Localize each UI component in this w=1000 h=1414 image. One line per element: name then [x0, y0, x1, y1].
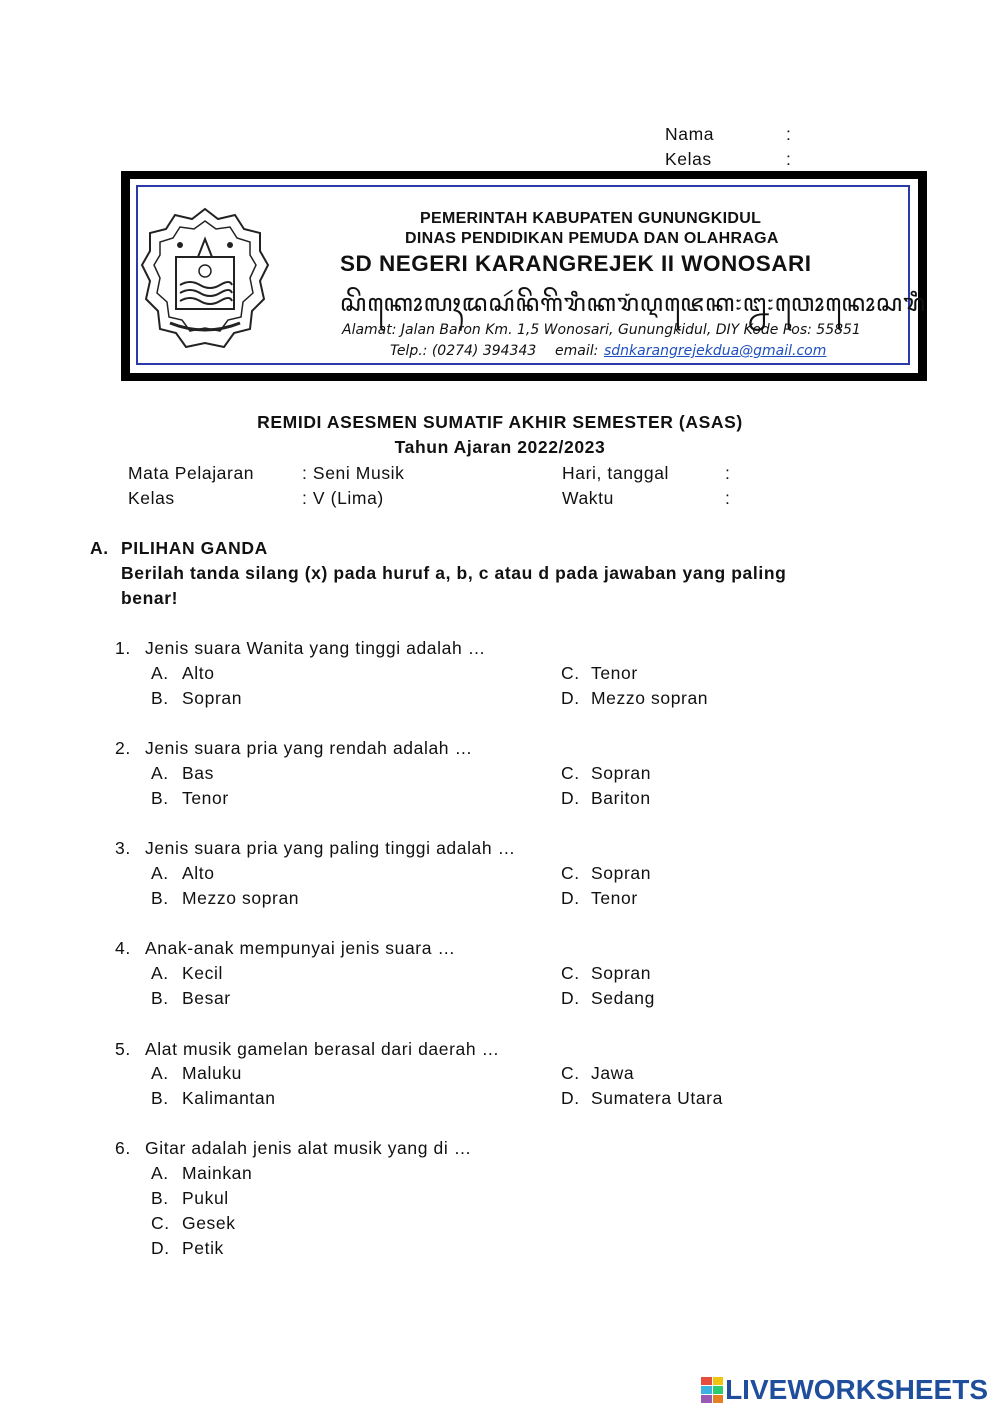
option-text[interactable]: Alto	[182, 663, 215, 683]
letterhead-line1: PEMERINTAH KABUPATEN GUNUNGKIDUL	[420, 210, 762, 227]
nama-colon: :	[786, 124, 792, 144]
option-letter[interactable]: D.	[561, 988, 580, 1008]
option-letter[interactable]: C.	[561, 763, 580, 783]
option-letter[interactable]: B.	[151, 688, 169, 708]
question-number: 1.	[115, 638, 131, 658]
option-text[interactable]: Tenor	[182, 788, 229, 808]
liveworksheets-logo-icon	[701, 1377, 723, 1403]
option-letter[interactable]: B.	[151, 888, 169, 908]
option-text[interactable]: Jawa	[591, 1063, 635, 1083]
option-text[interactable]: Sumatera Utara	[591, 1088, 723, 1108]
option-text[interactable]: Alto	[182, 863, 215, 883]
school-address: Alamat: Jalan Baron Km. 1,5 Wonosari, Gunungkidul, DIY Kode Pos: 55851	[342, 322, 861, 338]
option-letter[interactable]: D.	[561, 688, 580, 708]
question-number: 6.	[115, 1138, 131, 1158]
school-phone: Telp.: (0274) 394343	[390, 343, 537, 359]
nama-label: Nama	[665, 124, 715, 144]
option-text[interactable]: Bas	[182, 763, 214, 783]
mapel-value: : Seni Musik	[302, 463, 405, 483]
liveworksheets-logo	[701, 1374, 988, 1406]
option-letter[interactable]: A.	[151, 1163, 169, 1183]
option-letter[interactable]: D.	[151, 1238, 170, 1258]
option-text[interactable]: Besar	[182, 988, 231, 1008]
option-letter[interactable]: B.	[151, 988, 169, 1008]
email-label: email:	[555, 343, 599, 359]
option-text[interactable]: Petik	[182, 1238, 224, 1258]
option-text[interactable]: Gesek	[182, 1213, 236, 1233]
regency-emblem-icon	[140, 205, 270, 360]
option-letter[interactable]: D.	[561, 788, 580, 808]
option-letter[interactable]: B.	[151, 1188, 169, 1208]
option-text[interactable]: Tenor	[591, 888, 638, 908]
option-letter[interactable]: A.	[151, 863, 169, 883]
question-number: 5.	[115, 1039, 131, 1059]
exam-title: REMIDI ASESMEN SUMATIF AKHIR SEMESTER (ASAS)	[257, 412, 743, 432]
option-letter[interactable]: B.	[151, 1088, 169, 1108]
option-text[interactable]: Sedang	[591, 988, 655, 1008]
option-letter[interactable]: D.	[561, 888, 580, 908]
option-text[interactable]: Sopran	[182, 688, 243, 708]
javanese-script: ꦱꦼꦏꦺꦴꦭꦃꦢꦱꦂꦤꦼꦒꦼꦫꦶꦏꦫꦁꦉꦗꦺꦏ꧇꧒꧇ꦮꦺꦴꦤꦺꦴꦱꦫꦶ	[340, 289, 926, 317]
option-letter[interactable]: A.	[151, 663, 169, 683]
option-text[interactable]: Bariton	[591, 788, 651, 808]
exam-year: Tahun Ajaran 2022/2023	[394, 437, 606, 457]
hari-colon: :	[725, 463, 731, 483]
kelas-label: Kelas	[665, 149, 712, 169]
letterhead-line2: DINAS PENDIDIKAN PEMUDA DAN OLAHRAGA	[405, 230, 779, 247]
question-number: 2.	[115, 738, 131, 758]
option-letter[interactable]: A.	[151, 1063, 169, 1083]
option-text[interactable]: Sopran	[591, 763, 652, 783]
section-title: PILIHAN GANDA	[121, 538, 268, 558]
option-text[interactable]: Maluku	[182, 1063, 243, 1083]
question-text: Jenis suara pria yang rendah adalah …	[145, 738, 473, 758]
option-letter[interactable]: A.	[151, 763, 169, 783]
question-number: 3.	[115, 838, 131, 858]
option-letter[interactable]: C.	[151, 1213, 170, 1233]
waktu-colon: :	[725, 488, 731, 508]
mapel-label: Mata Pelajaran	[128, 463, 255, 483]
option-letter[interactable]: C.	[561, 863, 580, 883]
question-text: Anak-anak mempunyai jenis suara …	[145, 938, 456, 958]
option-letter[interactable]: A.	[151, 963, 169, 983]
waktu-label: Waktu	[562, 488, 614, 508]
option-text[interactable]: Mezzo sopran	[591, 688, 709, 708]
school-name: SD NEGERI KARANGREJEK II WONOSARI	[340, 251, 812, 276]
section-letter: A.	[90, 538, 109, 558]
option-letter[interactable]: C.	[561, 963, 580, 983]
option-text[interactable]: Tenor	[591, 663, 638, 683]
option-letter[interactable]: C.	[561, 1063, 580, 1083]
question-text: Jenis suara Wanita yang tinggi adalah …	[145, 638, 486, 658]
option-letter[interactable]: D.	[561, 1088, 580, 1108]
question-text: Alat musik gamelan berasal dari daerah …	[145, 1039, 500, 1059]
option-text[interactable]: Kecil	[182, 963, 223, 983]
option-text[interactable]: Sopran	[591, 963, 652, 983]
kelas-info-label: Kelas	[128, 488, 175, 508]
section-instruction-cont: benar!	[121, 588, 179, 608]
option-letter[interactable]: C.	[561, 663, 580, 683]
question-text: Jenis suara pria yang paling tinggi adalah …	[145, 838, 516, 858]
liveworksheets-wordmark: LIVEWORKSHEETS	[725, 1374, 988, 1405]
option-letter[interactable]: B.	[151, 788, 169, 808]
option-text[interactable]: Mainkan	[182, 1163, 253, 1183]
section-instruction: Berilah tanda silang (x) pada huruf a, b, c atau d pada jawaban yang paling	[121, 563, 787, 583]
option-text[interactable]: Sopran	[591, 863, 652, 883]
option-text[interactable]: Kalimantan	[182, 1088, 276, 1108]
question-number: 4.	[115, 938, 131, 958]
hari-label: Hari, tanggal	[562, 463, 670, 483]
kelas-colon: :	[786, 149, 792, 169]
school-email-link[interactable]: sdnkarangrejekdua@gmail.com	[604, 343, 827, 359]
kelas-info-value: : V (Lima)	[302, 488, 384, 508]
question-text: Gitar adalah jenis alat musik yang di …	[145, 1138, 472, 1158]
option-text[interactable]: Mezzo sopran	[182, 888, 300, 908]
option-text[interactable]: Pukul	[182, 1188, 229, 1208]
